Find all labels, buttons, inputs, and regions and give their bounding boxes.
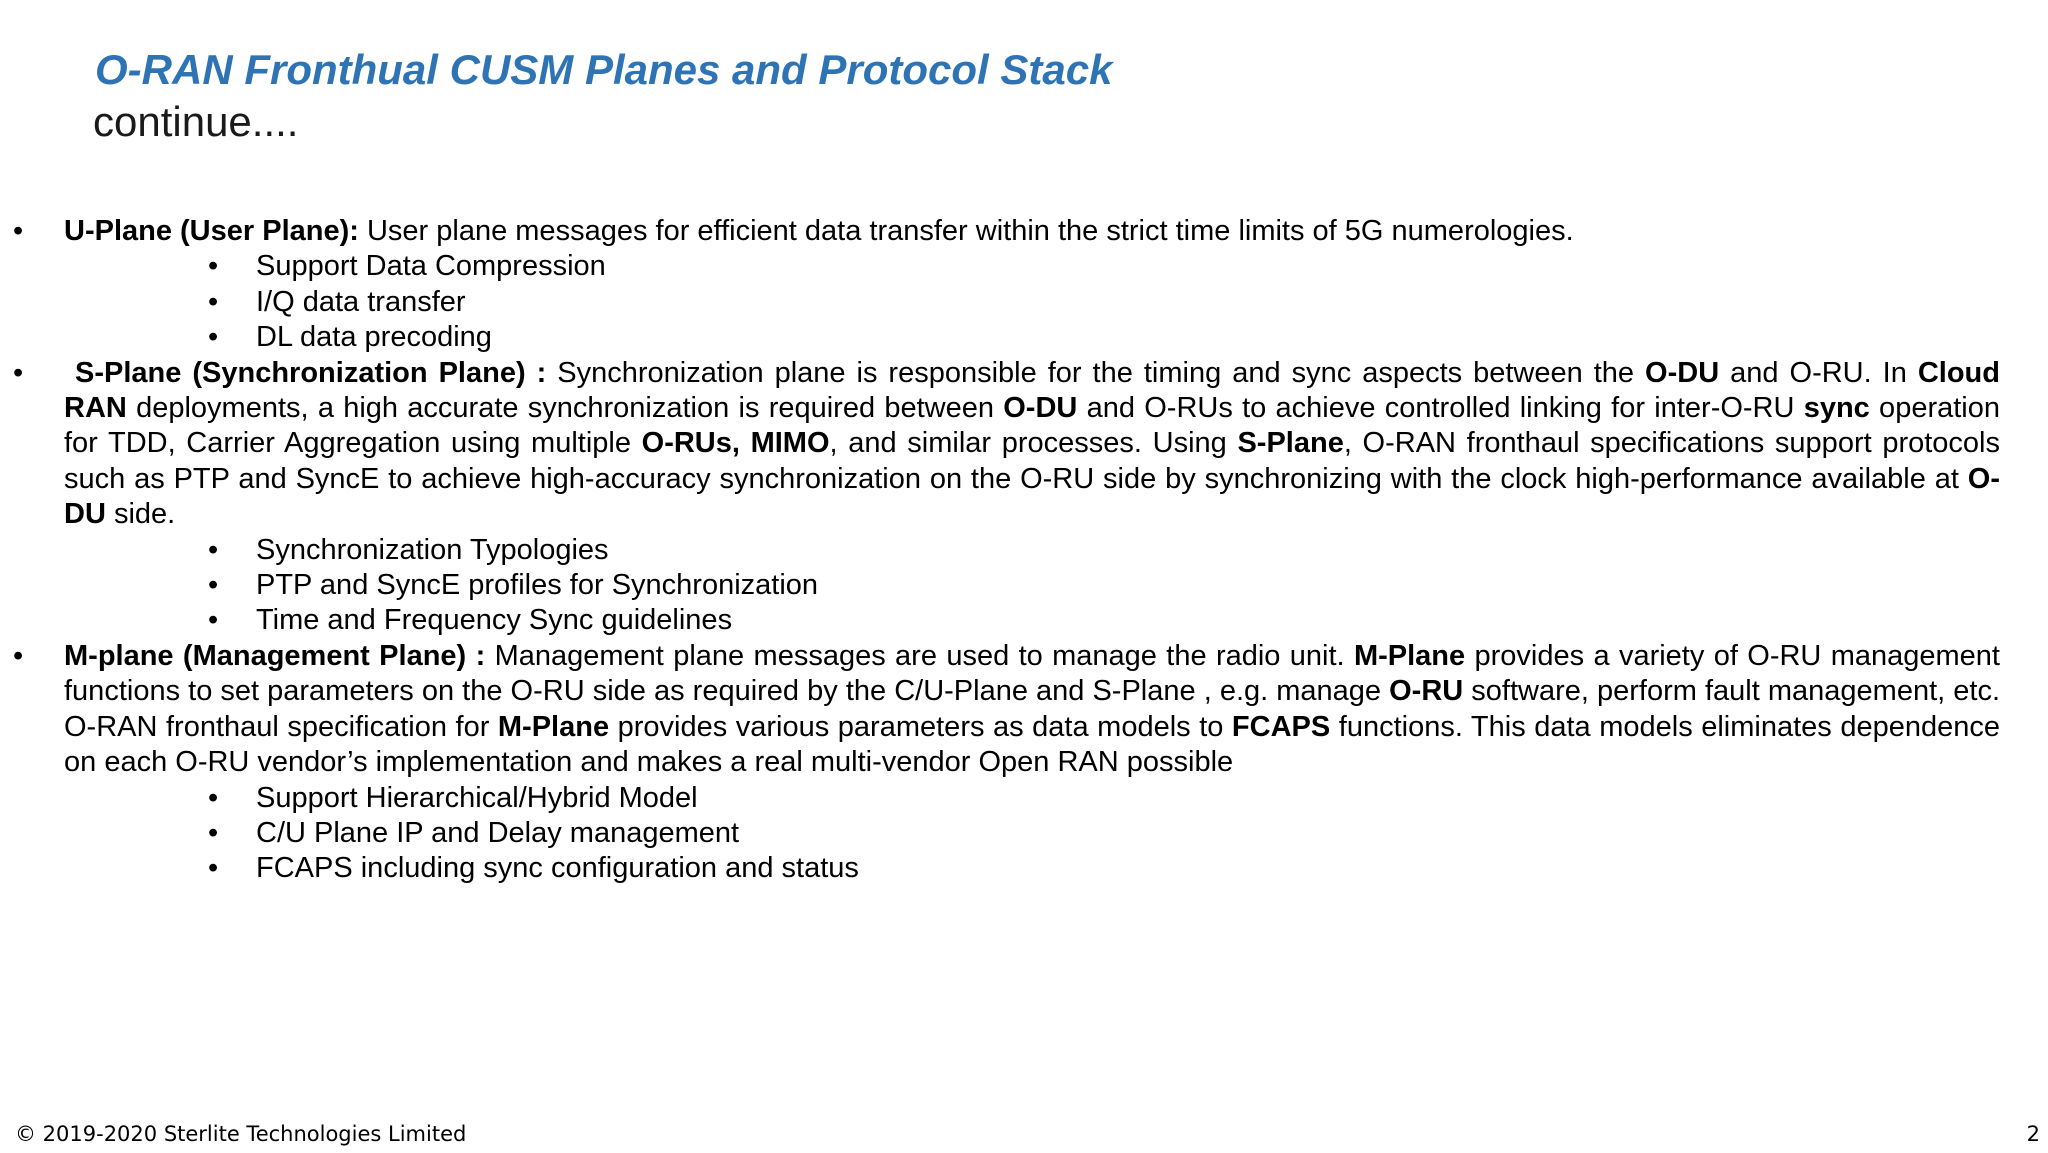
splane-bold: sync — [1803, 392, 1870, 425]
splane-text: Synchronization plane is responsible for the timing and sync aspects between the — [546, 356, 1646, 389]
mplane-bold: O-RU — [1389, 675, 1464, 708]
slide-title: O-RAN Fronthual CUSM Planes and Protocol Stack — [95, 46, 1113, 93]
sub-bullet: • — [208, 816, 219, 849]
footer-copyright: © 2019-2020 Sterlite Technologies Limited — [15, 1122, 467, 1146]
sub-bullet: • — [208, 781, 219, 814]
uplane-item-text: DL data precoding — [256, 321, 492, 354]
mplane-text: provides various parameters as data models to — [609, 710, 1232, 743]
splane-text: side. — [105, 498, 176, 531]
splane-bold: O-DU — [1645, 356, 1720, 389]
uplane-bullet: • — [13, 215, 24, 247]
splane-section — [0, 356, 2000, 533]
mplane-text: functions. This data models eliminates dependence on each O-RU vendor’s implementation and makes a real multi-vendor Open RAN possible — [64, 710, 2000, 779]
uplane-item-text: Support Data Compression — [256, 250, 606, 283]
mplane-text: software, perform fault management, etc. O-RAN fronthaul specification for — [64, 675, 2000, 743]
splane-paragraph — [64, 356, 2000, 533]
uplane-paragraph — [64, 214, 2000, 249]
splane-bold: O-DU — [1003, 392, 1078, 425]
splane-bold: O-RUs, MIMO — [641, 427, 830, 460]
page-number: 2 — [2026, 1122, 2040, 1146]
uplane-sublist — [0, 249, 2000, 355]
splane-text: operation for TDD, Carrier Aggregation using multiple — [64, 392, 2000, 460]
sub-bullet: • — [208, 285, 219, 318]
splane-item — [0, 603, 2000, 638]
mplane-item — [0, 781, 2000, 816]
mplane-text: Management plane messages are used to manage the radio unit. — [485, 639, 1354, 672]
mplane-section — [0, 639, 2000, 781]
mplane-bold: M-Plane — [497, 710, 610, 743]
mplane-item-text: C/U Plane IP and Delay management — [256, 816, 740, 849]
splane-text: and O-RU. In — [1719, 356, 1918, 389]
mplane-item-text: Support Hierarchical/Hybrid Model — [256, 781, 698, 814]
splane-item-text: Synchronization Typologies — [256, 533, 609, 566]
mplane-item — [0, 816, 2000, 851]
mplane-bullet: • — [13, 639, 24, 672]
mplane-bold: FCAPS — [1231, 710, 1331, 743]
splane-text: , and similar processes. Using — [829, 427, 1238, 460]
splane-label: S-Plane (Synchronization Plane) : — [75, 356, 547, 389]
uplane-text: User plane messages for efficient data transfer within the strict time limits of 5G numerologies. — [358, 215, 1574, 247]
uplane-item — [0, 249, 2000, 284]
splane-text: and O-RUs to achieve controlled linking for inter-O-RU — [1077, 392, 1804, 425]
mplane-text: provides a variety of O-RU management functions to set parameters on the O-RU side as required by the C/U-Plane and S-Plane , e.g. manage — [64, 639, 2000, 708]
slide-subtitle: continue.... — [93, 98, 299, 145]
splane-bold: Cloud RAN — [64, 356, 2000, 425]
uplane-item — [0, 320, 2000, 355]
uplane-item-text: I/Q data transfer — [256, 285, 466, 318]
splane-bullet: • — [13, 356, 24, 389]
mplane-label: M-plane (Management Plane) : — [64, 639, 486, 672]
mplane-paragraph — [64, 639, 2000, 781]
splane-sublist — [0, 533, 2000, 639]
uplane-section — [0, 214, 2000, 249]
sub-bullet: • — [208, 569, 219, 602]
sub-bullet: • — [208, 604, 219, 637]
slide-content — [0, 214, 2000, 887]
splane-text: , O-RAN fronthaul specifications support protocols such as PTP and SyncE to achieve high-accuracy synchronization on the O-RU side by synchronizing with the clock high-performance available at — [64, 427, 2000, 495]
splane-item-text: Time and Frequency Sync guidelines — [256, 604, 733, 637]
splane-item — [0, 568, 2000, 603]
sub-bullet: • — [208, 852, 219, 885]
splane-bold: O-DU — [64, 462, 2000, 531]
mplane-item-text: FCAPS including sync configuration and status — [256, 852, 859, 885]
mplane-item — [0, 851, 2000, 886]
mplane-sublist — [0, 781, 2000, 887]
mplane-bold: M-Plane — [1353, 639, 1466, 672]
sub-bullet: • — [208, 250, 219, 283]
sub-bullet: • — [208, 321, 219, 354]
uplane-label: U-Plane (User Plane): — [64, 215, 359, 247]
splane-item — [0, 533, 2000, 568]
splane-bold: S-Plane — [1237, 427, 1344, 460]
splane-item-text: PTP and SyncE profiles for Synchronization — [256, 569, 819, 602]
sub-bullet: • — [208, 533, 219, 566]
splane-text: deployments, a high accurate synchronization is required between — [126, 392, 1004, 425]
uplane-item — [0, 285, 2000, 320]
